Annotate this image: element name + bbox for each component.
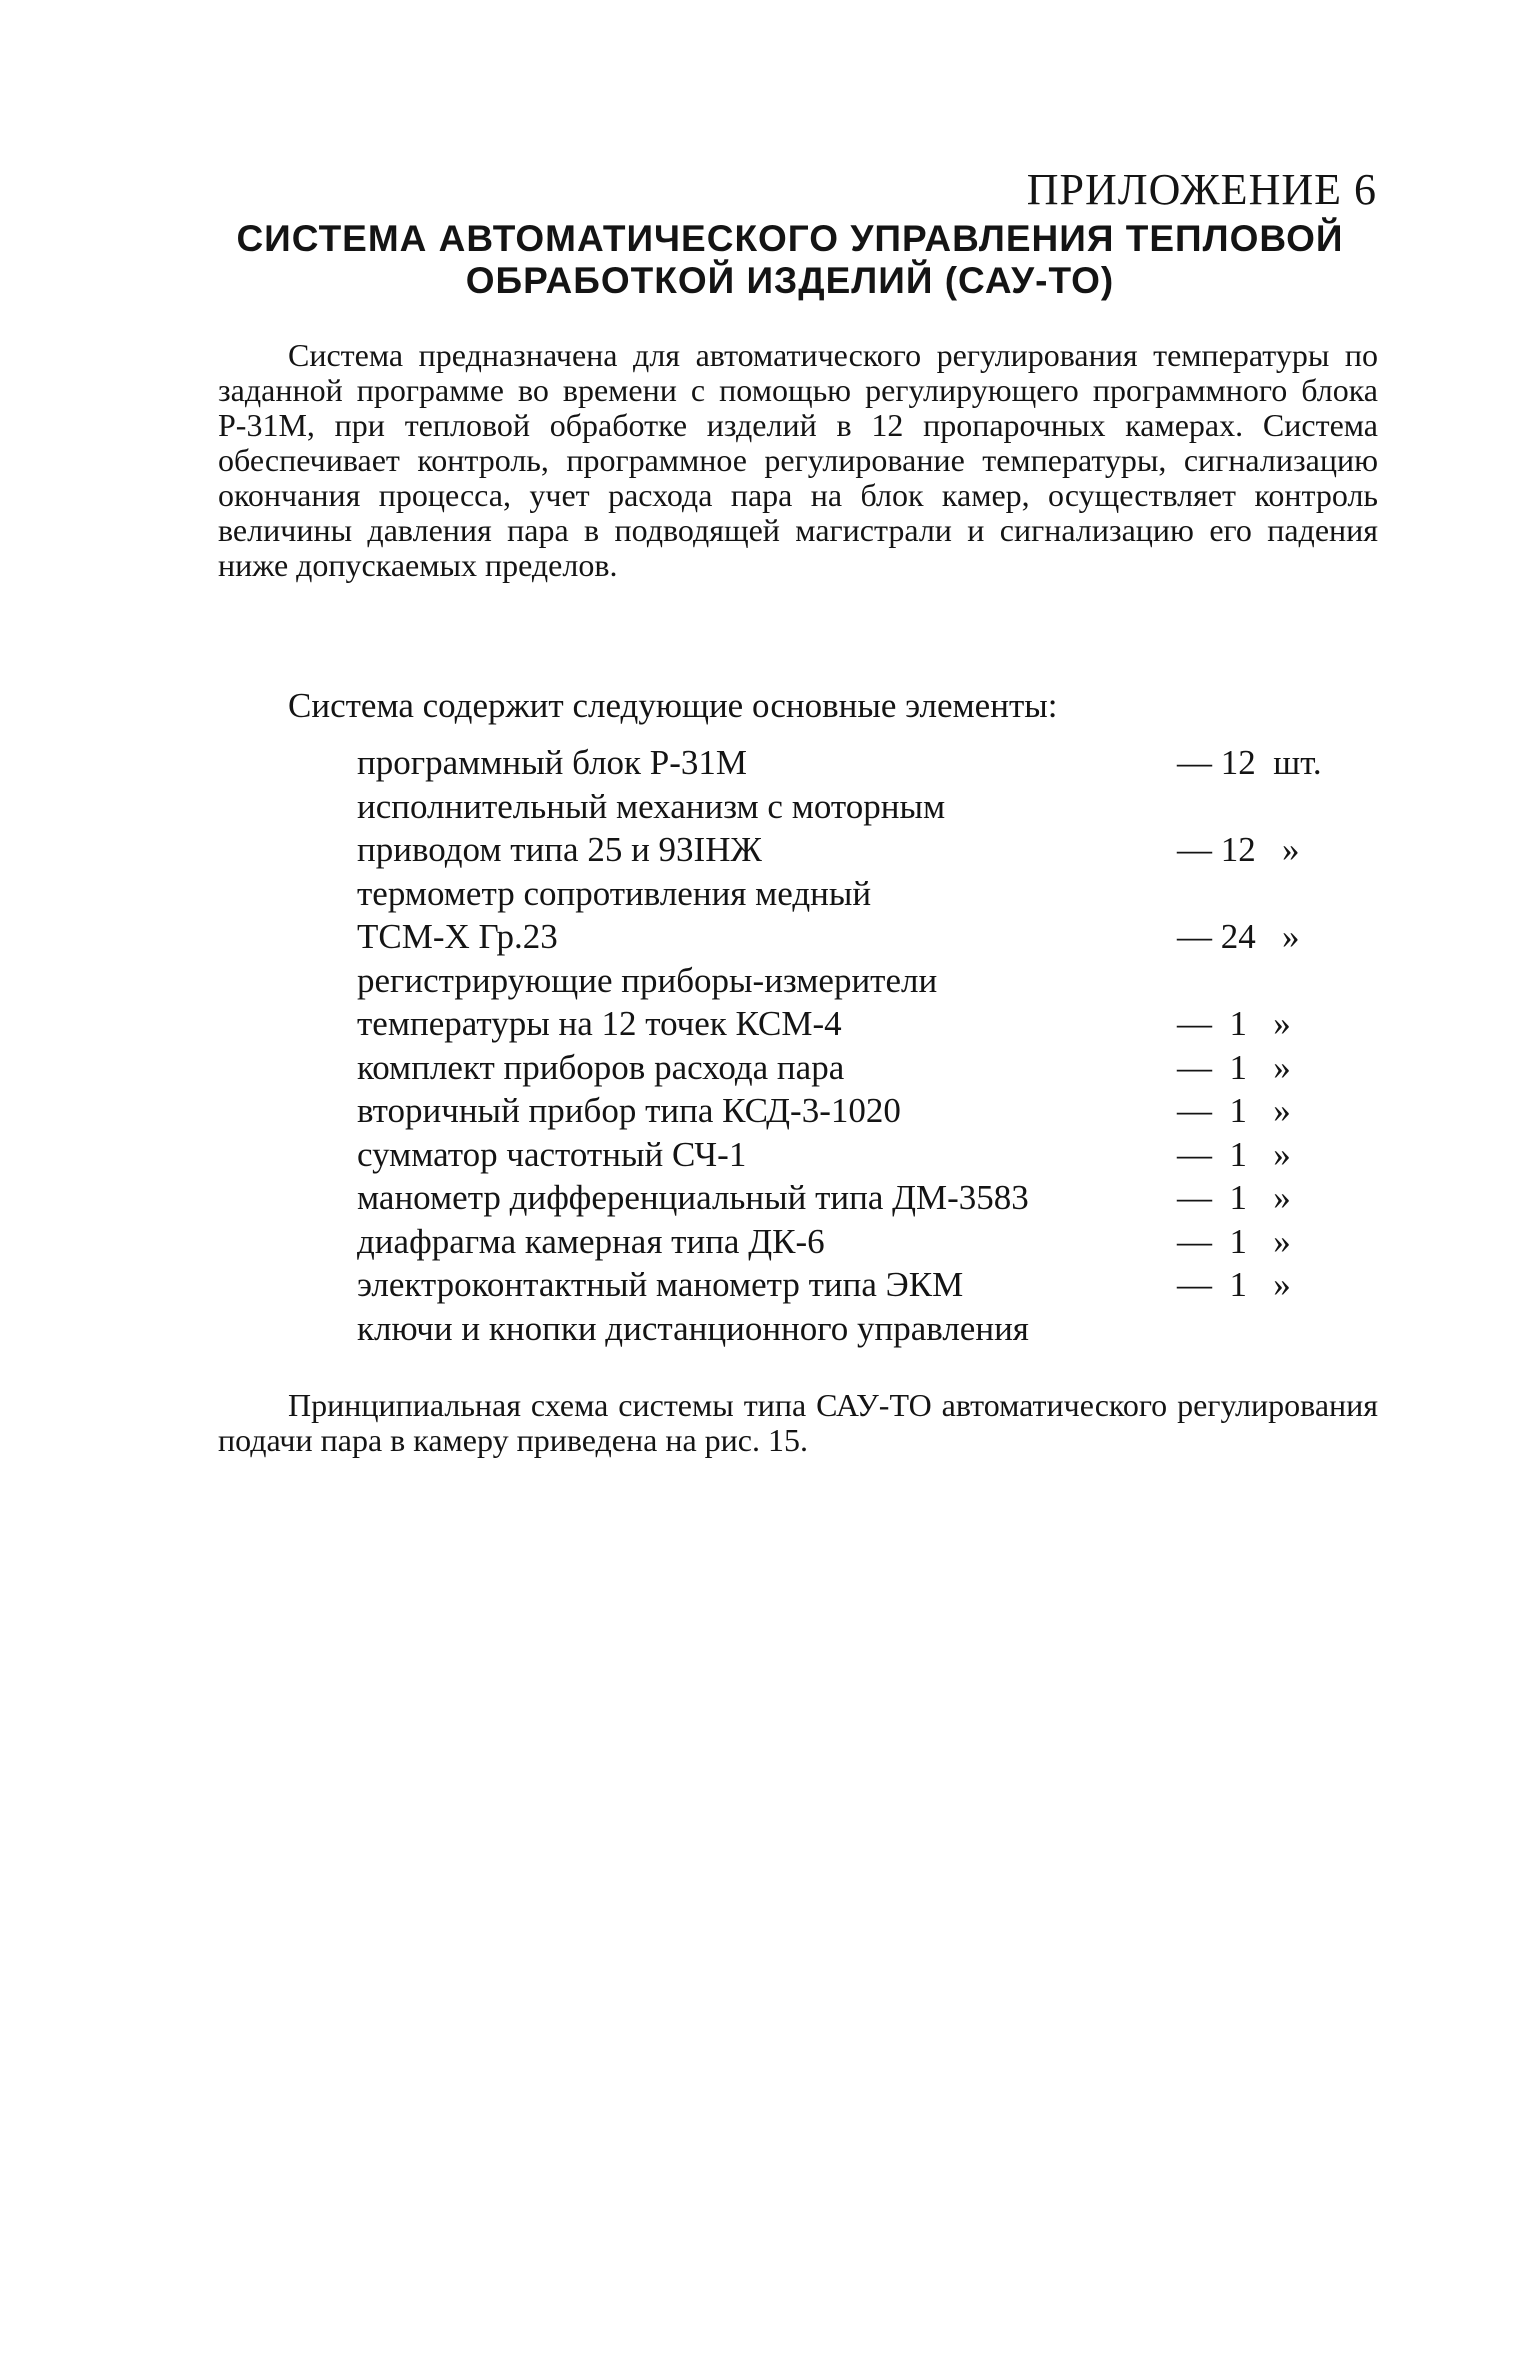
title-line-1: СИСТЕМА АВТОМАТИЧЕСКОГО УПРАВЛЕНИЯ ТЕПЛОВОЙ xyxy=(236,218,1344,259)
document-title xyxy=(200,218,1380,302)
list-item-text: электроконтактный манометр типа ЭКМ xyxy=(357,1265,964,1304)
list-item-text: сумматор частотный СЧ-1 xyxy=(357,1134,747,1174)
list-item xyxy=(357,828,1357,872)
list-item-quantity: — 12 шт. xyxy=(1177,743,1322,782)
list-item-text: манометр дифференциальный типа ДМ-3583 xyxy=(357,1178,1029,1217)
list-item xyxy=(357,872,1357,916)
list-item-text: программный блок Р-31М xyxy=(357,743,748,782)
closing-paragraph-text: Принципиальная схема системы типа САУ-ТО автоматического регулирования подачи пара в камеру приведена на рис. 15. xyxy=(218,1387,1378,1458)
list-item xyxy=(357,785,1357,829)
intro-paragraph-text: Система предназначена для автоматического регулирования температуры по заданной программе во времени с помощью регулирующего программного блока Р-31М, при тепловой обработке изделий в 12 пропарочных камерах. Система обеспечивает контроль, программное регулирование температуры, сигнализацию окончания процесса, учет расхода пара на блок камер, осуществляет контроль величины давления пара в подводящей магистрали и сигнализацию его падения ниже допускаемых пределов. xyxy=(218,337,1378,583)
list-item-quantity: — 12 » xyxy=(1177,830,1300,869)
list-item xyxy=(357,1220,1357,1264)
closing-paragraph xyxy=(218,1388,1378,1458)
list-item-quantity: — 1 » xyxy=(1177,1265,1291,1304)
list-item-text: ТСМ-Х Гр.23 xyxy=(357,917,558,956)
list-item xyxy=(357,1089,1357,1133)
list-item-text: диафрагма камерная типа ДК-6 xyxy=(357,1221,825,1261)
elements-list xyxy=(357,741,1357,1350)
list-item-quantity: — 1 » xyxy=(1177,1178,1291,1217)
list-item-quantity: — 1 » xyxy=(1177,1134,1291,1174)
title-line-2: ОБРАБОТКОЙ ИЗДЕЛИЙ (САУ-ТО) xyxy=(465,260,1115,301)
list-item-text: ключи и кнопки дистанционного управления xyxy=(357,1308,1029,1348)
intro-paragraph xyxy=(218,338,1378,583)
list-item xyxy=(357,1307,1357,1351)
list-item-quantity: — 24 » xyxy=(1177,917,1300,956)
list-item-text: температуры на 12 точек КСМ-4 xyxy=(357,1004,842,1043)
list-item-text: термометр сопротивления медный xyxy=(357,873,872,913)
list-item xyxy=(357,741,1357,785)
list-item xyxy=(357,1263,1357,1307)
list-item xyxy=(357,1046,1357,1090)
appendix-label: ПРИЛОЖЕНИЕ 6 xyxy=(1026,165,1377,214)
elements-heading: Система содержит следующие основные элементы: xyxy=(288,686,1058,725)
list-item xyxy=(357,915,1357,959)
list-item-quantity: — 1 » xyxy=(1177,1221,1291,1261)
list-item-quantity: — 1 » xyxy=(1177,1047,1291,1087)
list-item-text: регистрирующие приборы-измерители xyxy=(357,960,938,1000)
list-item-text: приводом типа 25 и 93IНЖ xyxy=(357,830,762,869)
list-item xyxy=(357,1133,1357,1177)
list-item xyxy=(357,959,1357,1003)
list-item xyxy=(357,1176,1357,1220)
list-item xyxy=(357,1002,1357,1046)
list-item-text: исполнительный механизм с моторным xyxy=(357,786,946,826)
list-item-quantity: — 1 » xyxy=(1177,1091,1291,1130)
list-item-quantity: — 1 » xyxy=(1177,1004,1291,1043)
list-item-text: комплект приборов расхода пара xyxy=(357,1047,845,1087)
list-item-text: вторичный прибор типа КСД-3-1020 xyxy=(357,1091,901,1130)
